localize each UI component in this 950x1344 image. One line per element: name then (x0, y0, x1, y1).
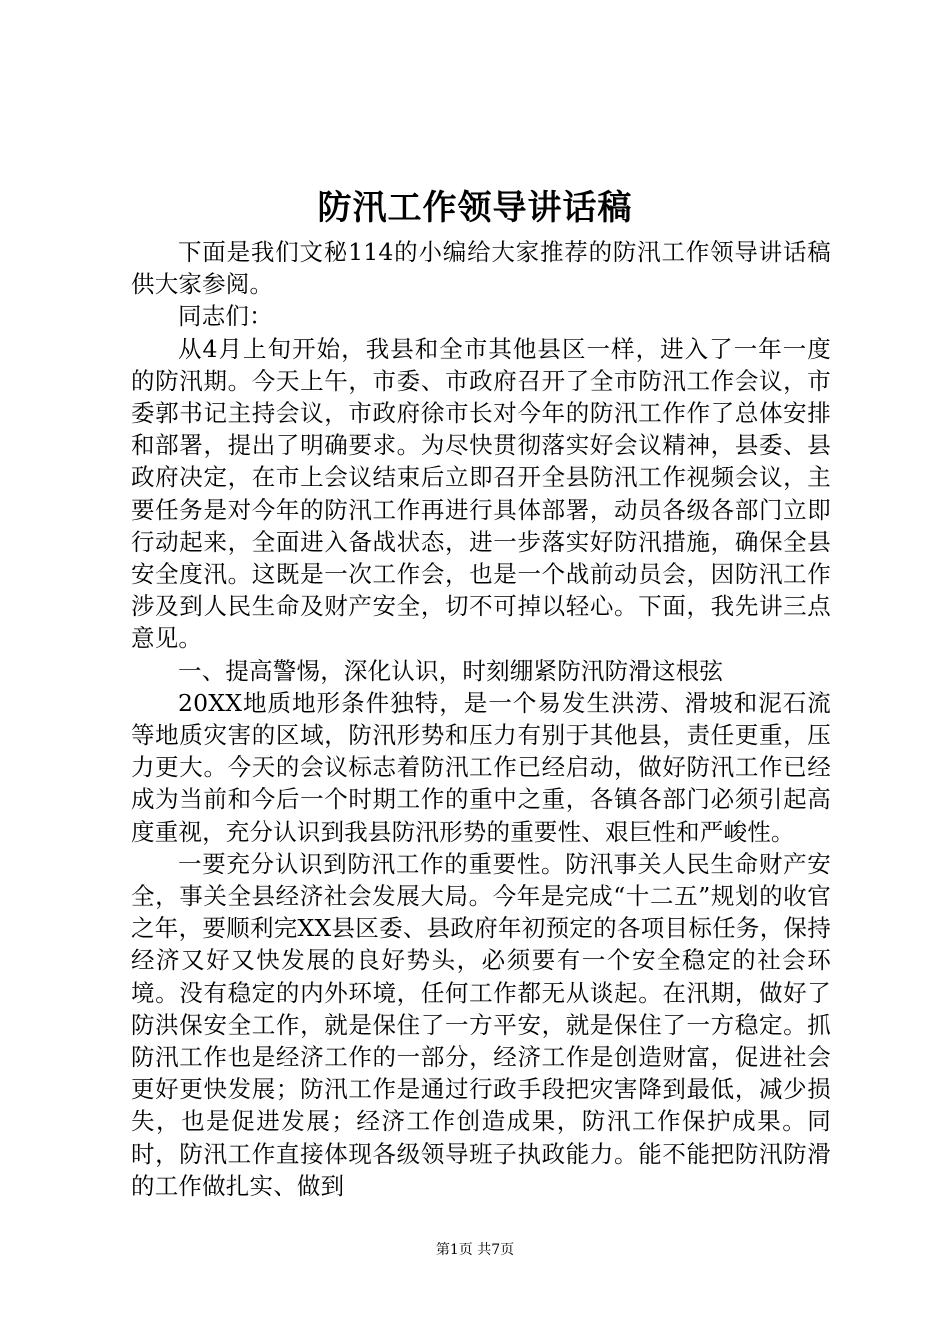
document-title: 防汛工作领导讲话稿 (317, 188, 633, 228)
paragraph-intro: 下面是我们文秘114的小编给大家推荐的防汛工作领导讲话稿供大家参阅。 (131, 238, 831, 299)
page-footer: 第1页 共7页 (435, 1242, 515, 1258)
document-body (131, 236, 831, 1202)
paragraph-opening: 从4月上旬开始，我县和全市其他县区一样，进入了一年一度的防汛期。今天上午，市委、市政府召开了全市防汛工作会议，市委郭书记主持会议，市政府徐市长对今年的防汛工作作了总体安排和部署，提出了明确要求。为尽快贯彻落实好会议精神，县委、县政府决定，在市上会议结束后立即召开全县防汛工作视频会议，主要任务是对今年的防汛工作再进行具体部署，动员各级各部门立即行动起来，全面进入备战状态，进一步落实好防汛措施，确保全县安全度汛。这既是一次工作会，也是一个战前动员会，因防汛工作涉及到人民生命及财产安全，切不可掉以轻心。下面，我先讲三点意见。 (131, 334, 831, 653)
paragraph-salutation: 同志们： (178, 302, 273, 331)
section-heading-1: 一、提高警惕，深化认识，时刻绷紧防汛防滑这根弦 (178, 656, 724, 685)
paragraph-section-1: 20XX地质地形条件独特，是一个易发生洪涝、滑坡和泥石流等地质灾害的区域，防汛形势和压力有别于其他县，责任更重，压力更大。今天的会议标志着防汛工作已经启动，做好防汛工作已经成为当前和今后一个时期工作的重中之重，各镇各部门必须引起高度重视，充分认识到我县防汛形势的重要性、艰巨性和严峻性。 (131, 688, 831, 846)
paragraph-importance: 一要充分认识到防汛工作的重要性。防汛事关人民生命财产安全，事关全县经济社会发展大局。今年是完成“十二五”规划的收官之年，要顺利完XX县区委、县政府年初预定的各项目标任务，保持经济又好又快发展的良好势头，必须要有一个安全稳定的社会环境。没有稳定的内外环境，任何工作都无从谈起。在汛期，做好了防洪保安全工作，就是保住了一方平安，就是保住了一方稳定。抓防汛工作也是经济工作的一部分，经济工作是创造财富，促进社会更好更快发展；防汛工作是通过行政手段把灾害降到最低，减少损失，也是促进发展；经济工作创造成果，防汛工作保护成果。同时，防汛工作直接体现各级领导班子执政能力。能不能把防汛防滑的工作做扎实、做到 (131, 849, 831, 1200)
